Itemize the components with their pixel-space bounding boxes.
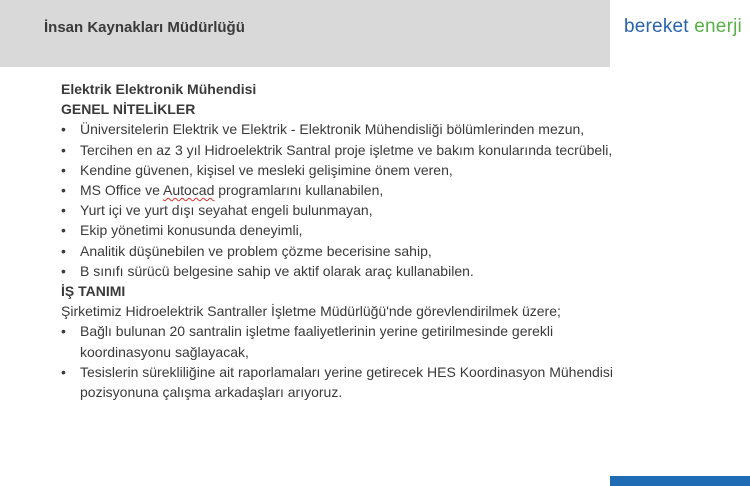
list-item: • Yurt içi ve yurt dışı seyahat engeli bulunmayan, xyxy=(61,200,621,220)
list-item-text: MS Office ve xyxy=(80,182,163,199)
job-description-heading: İŞ TANIMI xyxy=(61,283,126,300)
list-item: • Bağlı bulunan 20 santralin işletme faaliyetlerinin yerine getirilmesinde gerekli koordinasyonu sağlayacak, xyxy=(61,321,621,361)
list-item: • Üniversitelerin Elektrik ve Elektrik - Elektronik Mühendisliği bölümlerinden mezun, xyxy=(61,119,621,139)
job-description-list xyxy=(61,321,621,402)
job-description-intro: Şirketimiz Hidroelektrik Santraller İşletme Müdürlüğü'nde görevlendirilmek üzere; xyxy=(61,303,561,320)
list-item xyxy=(61,180,621,200)
spellcheck-word: Autocad xyxy=(163,182,215,199)
list-item: • Analitik düşünebilen ve problem çözme becerisine sahip, xyxy=(61,241,621,261)
list-item: • Tesislerin sürekliliğine ait raporlamaları yerine getirecek HES Koordinasyon Mühendisi pozisyonuna çalışma arkadaşları arıyoruz. xyxy=(61,362,621,402)
company-logo xyxy=(624,16,742,38)
qualifications-heading: GENEL NİTELİKLER xyxy=(61,101,196,118)
page-title: İnsan Kaynakları Müdürlüğü xyxy=(44,19,245,36)
job-posting xyxy=(61,79,621,402)
accent-bar xyxy=(610,476,750,486)
list-item: • Kendine güvenen, kişisel ve mesleki gelişimine önem veren, xyxy=(61,160,621,180)
list-item: • B sınıfı sürücü belgesine sahip ve aktif olarak araç kullanabilen. xyxy=(61,261,621,281)
header-bar xyxy=(0,0,610,67)
logo-word-enerji: enerji xyxy=(694,16,742,37)
qualifications-list xyxy=(61,119,621,281)
list-item-text: programlarını kullanabilen, xyxy=(214,182,384,199)
logo-word-bereket: bereket xyxy=(624,16,689,37)
list-item: • Tercihen en az 3 yıl Hidroelektrik Santral proje işletme ve bakım konularında tecrübeli, xyxy=(61,140,621,160)
job-title: Elektrik Elektronik Mühendisi xyxy=(61,81,257,97)
list-item: • Ekip yönetimi konusunda deneyimli, xyxy=(61,220,621,240)
